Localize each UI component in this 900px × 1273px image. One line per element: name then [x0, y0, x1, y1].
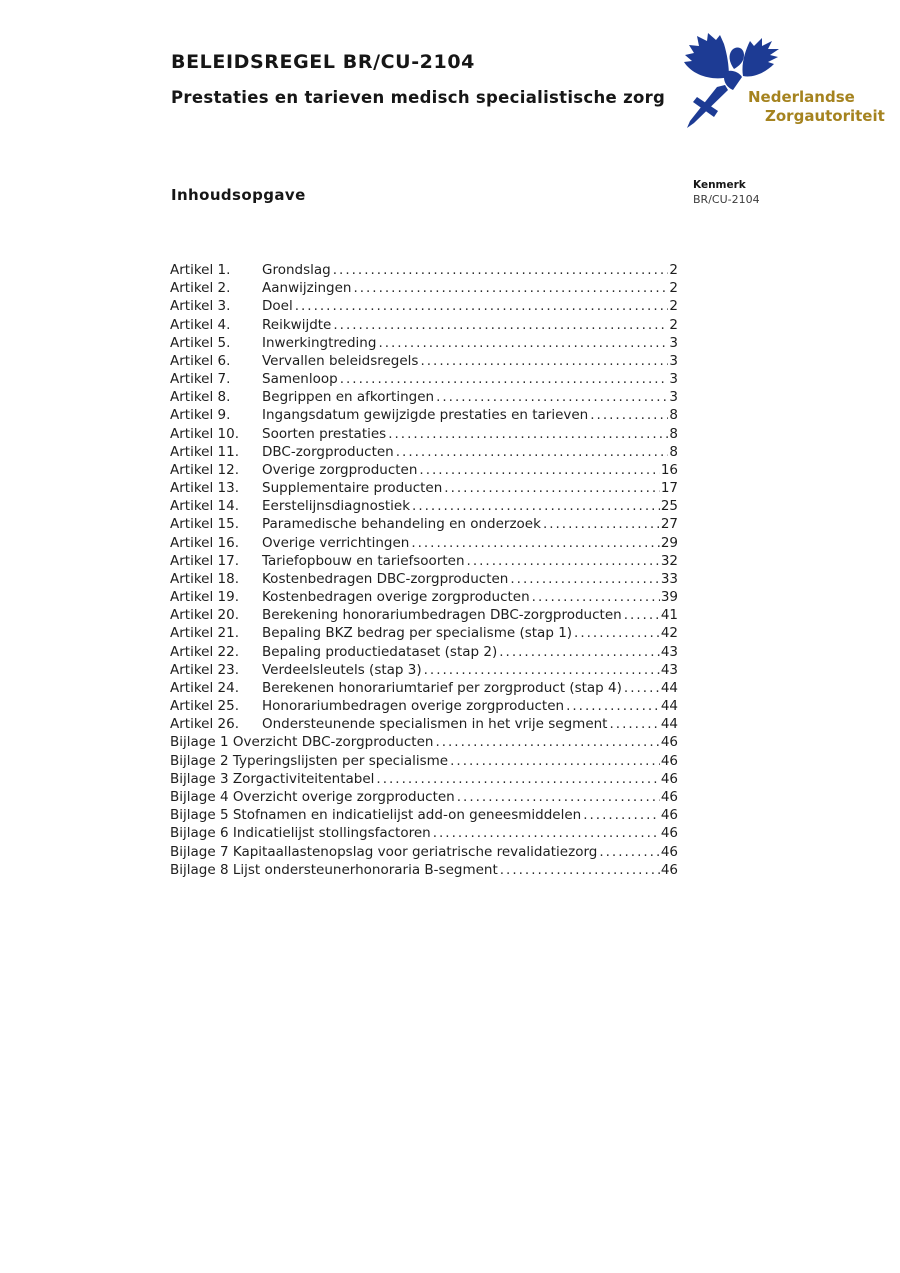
toc-entry[interactable] [170, 806, 678, 824]
toc-entry-page: 44 [660, 679, 678, 696]
toc-entry-label: Artikel 6. [170, 352, 231, 369]
toc-entry-title: Berekenen honorariumtarief per zorgproduct (stap 4) [262, 679, 622, 696]
toc-entry-label: Artikel 14. [170, 498, 239, 515]
toc-entry-page: 46 [660, 843, 678, 860]
toc-entry-page: 29 [660, 534, 678, 551]
toc-dot-leader [295, 297, 669, 315]
toc-entry[interactable] [170, 352, 678, 370]
toc-dot-leader [467, 552, 660, 570]
toc-entry[interactable] [170, 606, 678, 624]
toc-entry-page: 2 [669, 262, 678, 278]
toc-entry-title: Bepaling BKZ bedrag per specialisme (stap 1) [262, 625, 573, 642]
toc-entry-title: Inwerkingtreding [262, 334, 377, 351]
toc-heading: Inhoudsopgave [171, 186, 306, 204]
toc-entry-title: Bijlage 6 Indicatielijst stollingsfactoren [170, 825, 431, 842]
toc-entry-label: Artikel 12. [170, 461, 239, 478]
toc-entry-page: 8 [669, 425, 678, 442]
toc-entry-page: 2 [669, 298, 678, 315]
toc-entry-page: 2 [669, 316, 678, 333]
toc-entry-page: 3 [669, 389, 678, 406]
toc-dot-leader [543, 515, 660, 533]
toc-entry-title: Bijlage 3 Zorgactiviteitentabel [170, 770, 375, 787]
toc-dot-leader [436, 388, 668, 406]
toc-entry-page: 33 [660, 570, 678, 587]
toc-entry-page: 46 [660, 861, 678, 878]
toc-entry-page: 3 [669, 352, 678, 369]
toc-entry-title: Bijlage 4 Overzicht overige zorgproducten [170, 788, 455, 805]
document-title: BELEIDSREGEL BR/CU-2104 [171, 51, 475, 73]
toc-dot-leader [433, 824, 660, 842]
nza-logo-line1: Nederlandse [748, 88, 855, 106]
toc-entry-title: Supplementaire producten [262, 480, 443, 497]
toc-entry-title: Paramedische behandeling en onderzoek [262, 516, 541, 533]
toc-entry[interactable] [170, 788, 678, 806]
toc-entry-label: Artikel 2. [170, 280, 231, 297]
toc-dot-leader [499, 643, 660, 661]
toc-entry-page: 46 [660, 788, 678, 805]
toc-entry[interactable] [170, 316, 678, 334]
toc-entry-title: Bijlage 7 Kapitaallastenopslag voor geriatrische revalidatiezorg [170, 843, 598, 860]
toc-entry-label: Artikel 8. [170, 389, 231, 406]
toc-entry-title: Berekening honorariumbedragen DBC-zorgproducten [262, 607, 622, 624]
toc-dot-leader [510, 570, 659, 588]
toc-entry-page: 46 [660, 734, 678, 751]
toc-entry-title: Bijlage 2 Typeringslijsten per specialisme [170, 752, 449, 769]
toc-entry-title: Aanwijzingen [262, 280, 352, 297]
toc-entry[interactable] [170, 425, 678, 443]
toc-entry[interactable] [170, 497, 678, 515]
toc-entry-title: Overige zorgproducten [262, 461, 418, 478]
toc-dot-leader [609, 715, 659, 733]
toc-entry-page: 8 [669, 407, 678, 424]
toc-entry-page: 46 [660, 825, 678, 842]
toc-entry-title: Begrippen en afkortingen [262, 389, 435, 406]
toc-entry[interactable] [170, 588, 678, 606]
toc-entry-title: Eerstelijnsdiagnostiek [262, 498, 411, 515]
toc-entry-label: Artikel 21. [170, 625, 239, 642]
toc-entry[interactable] [170, 515, 678, 533]
toc-entry-title: Bijlage 8 Lijst ondersteunerhonoraria B-segment [170, 861, 498, 878]
toc-entry[interactable] [170, 461, 678, 479]
toc-entry-page: 16 [660, 461, 678, 478]
toc-entry-page: 44 [660, 698, 678, 715]
toc-entry-title: Bepaling productiedataset (stap 2) [262, 643, 498, 660]
toc-dot-leader [444, 479, 660, 497]
toc-entry[interactable] [170, 643, 678, 661]
toc-entry-page: 41 [660, 607, 678, 624]
toc-entry-page: 32 [660, 552, 678, 569]
toc-entry-title: Kostenbedragen overige zorgproducten [262, 589, 530, 606]
kenmerk-value: BR/CU-2104 [693, 193, 760, 206]
toc-entry[interactable] [170, 697, 678, 715]
toc-entry[interactable] [170, 370, 678, 388]
nza-logo-line2: Zorgautoriteit [765, 107, 885, 125]
toc-entry[interactable] [170, 479, 678, 497]
toc-entry[interactable] [170, 624, 678, 642]
toc-dot-leader [590, 406, 668, 424]
toc-entry[interactable] [170, 443, 678, 461]
toc-entry-title: Grondslag [262, 262, 331, 278]
toc-entry[interactable] [170, 388, 678, 406]
toc-entry-label: Artikel 10. [170, 425, 239, 442]
toc-dot-leader [353, 279, 668, 297]
toc-dot-leader [624, 679, 660, 697]
toc-entry-page: 43 [660, 661, 678, 678]
toc-entry[interactable] [170, 861, 678, 879]
kenmerk-label: Kenmerk [693, 179, 746, 191]
toc-entry[interactable] [170, 297, 678, 315]
toc-entry-title: Overige verrichtingen [262, 534, 410, 551]
toc-entry-label: Artikel 13. [170, 480, 239, 497]
toc-entry-label: Artikel 9. [170, 407, 231, 424]
toc-entry-label: Artikel 23. [170, 661, 239, 678]
toc-dot-leader [532, 588, 660, 606]
toc-entry-title: Bijlage 5 Stofnamen en indicatielijst add-on geneesmiddelen [170, 807, 582, 824]
toc-entry-label: Artikel 7. [170, 371, 231, 388]
nza-logo-wordmark [748, 88, 885, 126]
toc-list [170, 261, 678, 879]
toc-entry-label: Artikel 16. [170, 534, 239, 551]
document-subtitle: Prestaties en tarieven medisch specialistische zorg [171, 88, 666, 107]
toc-entry-label: Artikel 18. [170, 570, 239, 587]
toc-dot-leader [566, 697, 660, 715]
toc-entry[interactable] [170, 770, 678, 788]
toc-entry-title: Ingangsdatum gewijzigde prestaties en tarieven [262, 407, 589, 424]
toc-entry[interactable] [170, 679, 678, 697]
toc-entry[interactable] [170, 552, 678, 570]
toc-entry[interactable] [170, 824, 678, 842]
toc-entry-page: 2 [669, 280, 678, 297]
toc-entry-page: 3 [669, 371, 678, 388]
toc-entry[interactable] [170, 534, 678, 552]
toc-entry[interactable] [170, 570, 678, 588]
toc-entry-page: 25 [660, 498, 678, 515]
toc-dot-leader [340, 370, 669, 388]
toc-entry-page: 46 [660, 752, 678, 769]
toc-entry-label: Artikel 4. [170, 316, 231, 333]
toc-entry[interactable] [170, 406, 678, 424]
toc-entry-title: DBC-zorgproducten [262, 443, 394, 460]
toc-entry-title: Bijlage 1 Overzicht DBC-zorgproducten [170, 734, 434, 751]
toc-dot-leader [419, 461, 659, 479]
toc-entry-label: Artikel 5. [170, 334, 231, 351]
toc-dot-leader [388, 425, 668, 443]
toc-entry-title: Verdeelsleutels (stap 3) [262, 661, 422, 678]
toc-entry-label: Artikel 26. [170, 716, 239, 733]
toc-dot-leader [376, 770, 659, 788]
toc-entry-page: 27 [660, 516, 678, 533]
toc-entry[interactable] [170, 843, 678, 861]
toc-entry-page: 44 [660, 716, 678, 733]
toc-entry-title: Vervallen beleidsregels [262, 352, 419, 369]
toc-entry-label: Artikel 22. [170, 643, 239, 660]
toc-dot-leader [500, 861, 660, 879]
toc-dot-leader [599, 843, 659, 861]
toc-entry-page: 46 [660, 770, 678, 787]
toc-dot-leader [457, 788, 660, 806]
toc-entry[interactable] [170, 733, 678, 751]
toc-dot-leader [435, 733, 659, 751]
toc-entry-page: 39 [660, 589, 678, 606]
toc-dot-leader [420, 352, 668, 370]
toc-dot-leader [624, 606, 660, 624]
toc-entry[interactable] [170, 661, 678, 679]
toc-entry-label: Artikel 25. [170, 698, 239, 715]
toc-dot-leader [411, 534, 660, 552]
toc-dot-leader [583, 806, 660, 824]
toc-entry-title: Doel [262, 298, 293, 315]
toc-entry-title: Ondersteunende specialismen in het vrije segment [262, 716, 608, 733]
toc-entry-label: Artikel 3. [170, 298, 231, 315]
toc-dot-leader [396, 443, 669, 461]
toc-entry[interactable] [170, 261, 678, 279]
toc-entry-page: 46 [660, 807, 678, 824]
toc-dot-leader [412, 497, 660, 515]
toc-dot-leader [333, 316, 668, 334]
toc-entry-label: Artikel 19. [170, 589, 239, 606]
toc-entry-page: 43 [660, 643, 678, 660]
toc-entry-page: 3 [669, 334, 678, 351]
toc-dot-leader [450, 752, 660, 770]
toc-entry-page: 8 [669, 443, 678, 460]
toc-dot-leader [378, 334, 668, 352]
toc-dot-leader [574, 624, 660, 642]
toc-entry-label: Artikel 20. [170, 607, 239, 624]
toc-entry-title: Soorten prestaties [262, 425, 387, 442]
toc-entry[interactable] [170, 752, 678, 770]
toc-entry-title: Honorariumbedragen overige zorgproducten [262, 698, 565, 715]
toc-entry[interactable] [170, 334, 678, 352]
toc-entry-title: Reikwijdte [262, 316, 332, 333]
toc-entry-title: Tariefopbouw en tariefsoorten [262, 552, 465, 569]
toc-entry[interactable] [170, 715, 678, 733]
toc-entry-label: Artikel 15. [170, 516, 239, 533]
toc-entry-label: Artikel 1. [170, 262, 231, 278]
toc-entry-title: Samenloop [262, 371, 338, 388]
toc-entry-label: Artikel 17. [170, 552, 239, 569]
kenmerk-block [693, 179, 760, 206]
toc-dot-leader [333, 261, 669, 279]
toc-entry-page: 17 [660, 480, 678, 497]
toc-dot-leader [424, 661, 660, 679]
toc-entry-label: Artikel 11. [170, 443, 239, 460]
toc-entry[interactable] [170, 279, 678, 297]
toc-entry-label: Artikel 24. [170, 679, 239, 696]
toc-entry-title: Kostenbedragen DBC-zorgproducten [262, 570, 509, 587]
toc-entry-page: 42 [660, 625, 678, 642]
